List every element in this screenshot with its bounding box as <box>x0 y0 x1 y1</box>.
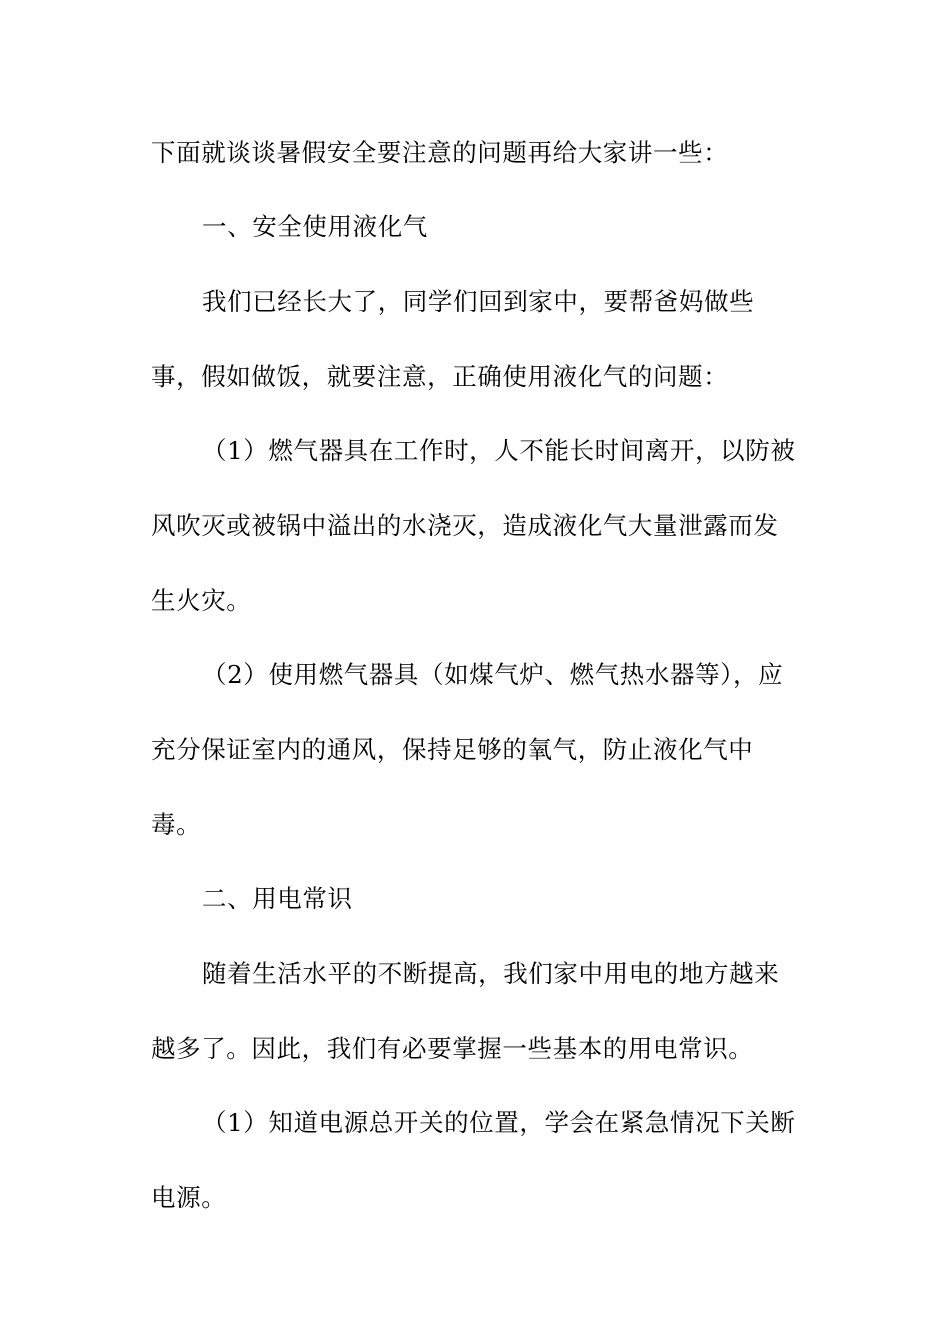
list-item-line: 毒。 <box>151 810 202 839</box>
section-heading-lpg: 一、安全使用液化气 <box>202 212 428 241</box>
list-item-line: （1）知道电源总开关的位置，学会在紧急情况下关断 <box>202 1108 796 1137</box>
paragraph-line: 事，假如做饭，就要注意，正确使用液化气的问题： <box>151 362 729 391</box>
list-item-line: （2）使用燃气器具（如煤气炉、燃气热水器等），应 <box>202 660 784 689</box>
intro-line: 下面就谈谈暑假安全要注意的问题再给大家讲一些： <box>151 138 729 167</box>
section-heading-electricity: 二、用电常识 <box>202 884 353 913</box>
list-item-line: 生火灾。 <box>151 586 252 615</box>
list-item-line: （1）燃气器具在工作时，人不能长时间离开，以防被 <box>202 436 796 465</box>
list-item-line: 充分保证室内的通风，保持足够的氧气，防止液化气中 <box>151 735 754 764</box>
paragraph-line: 我们已经长大了，同学们回到家中，要帮爸妈做些 <box>202 287 755 316</box>
list-item-line: 电源。 <box>151 1183 227 1212</box>
list-item-line: 风吹灭或被锅中溢出的水浇灭，造成液化气大量泄露而发 <box>151 511 779 540</box>
paragraph-line: 越多了。因此，我们有必要掌握一些基本的用电常识。 <box>151 1034 754 1063</box>
paragraph-line: 随着生活水平的不断提高，我们家中用电的地方越来 <box>202 959 780 988</box>
